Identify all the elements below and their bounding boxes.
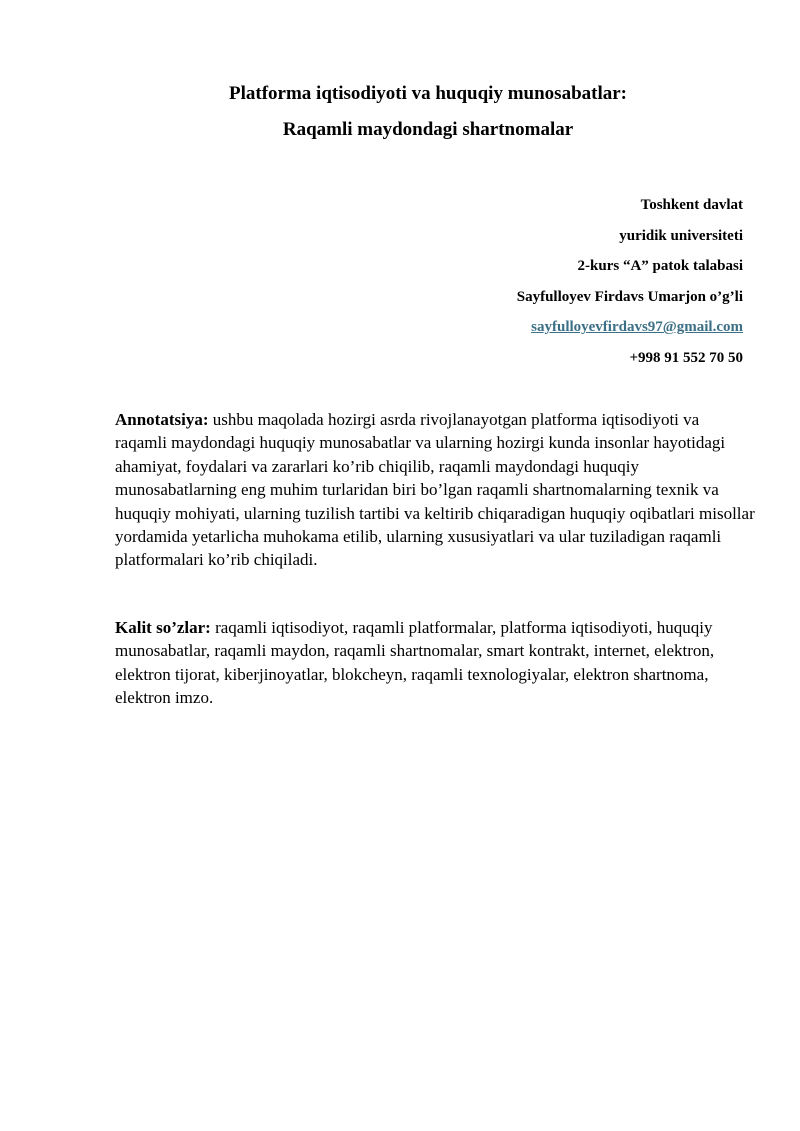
author-email-line xyxy=(517,312,743,343)
abstract-paragraph xyxy=(115,408,755,572)
author-email-link[interactable]: sayfulloyevfirdavs97@gmail.com xyxy=(531,319,743,336)
keywords-label: Kalit so’zlar: xyxy=(115,618,211,637)
author-phone: +998 91 552 70 50 xyxy=(629,349,743,366)
keywords-paragraph xyxy=(115,616,755,710)
title-line-1: Platforma iqtisodiyoti va huquqiy munosabatlar: xyxy=(229,83,627,104)
abstract-text: ushbu maqolada hozirgi asrda rivojlanayotgan platforma iqtisodiyoti va raqamli maydondagi huquqiy munosabatlar va ularning hozirgi kunda insonlar hayotidagi ahamiyat, foydalari va zararlari ko’rib chiqilib, raqamli maydondagi huquqiy munosabatlarning eng muhim turlaridan biri bo’lgan raqamli shartnomalarning texnik va huquqiy mohiyati, ularning tuzilish tartibi va keltirib chiqaradigan huquqiy oqibatlari misollar yordamida yetarlicha muhokama etilib, ularning xususiyatlari va ular tuziladigan raqamli platformalari ko’rib chiqiladi. xyxy=(115,410,755,570)
student-info: 2-kurs “A” patok talabasi xyxy=(577,258,743,275)
title-line-2: Raqamli maydondagi shartnomalar xyxy=(282,119,574,140)
author-info xyxy=(517,190,743,374)
abstract-label: Annotatsiya: xyxy=(115,410,209,429)
paper-title xyxy=(0,76,800,148)
affiliation-line-2: yuridik universiteti xyxy=(619,227,743,244)
affiliation-line-1: Toshkent davlat xyxy=(640,197,743,213)
author-name: Sayfulloyev Firdavs Umarjon o’g’li xyxy=(516,288,743,305)
keywords-text: raqamli iqtisodiyot, raqamli platformalar, platforma iqtisodiyoti, huquqiy munosabatlar, raqamli maydon, raqamli shartnomalar, smart kontrakt, internet, elektron, elektron tijorat, kiberjinoyatlar, blokcheyn, raqamli texnologiyalar, elektron shartnoma, elektron imzo. xyxy=(115,618,715,708)
